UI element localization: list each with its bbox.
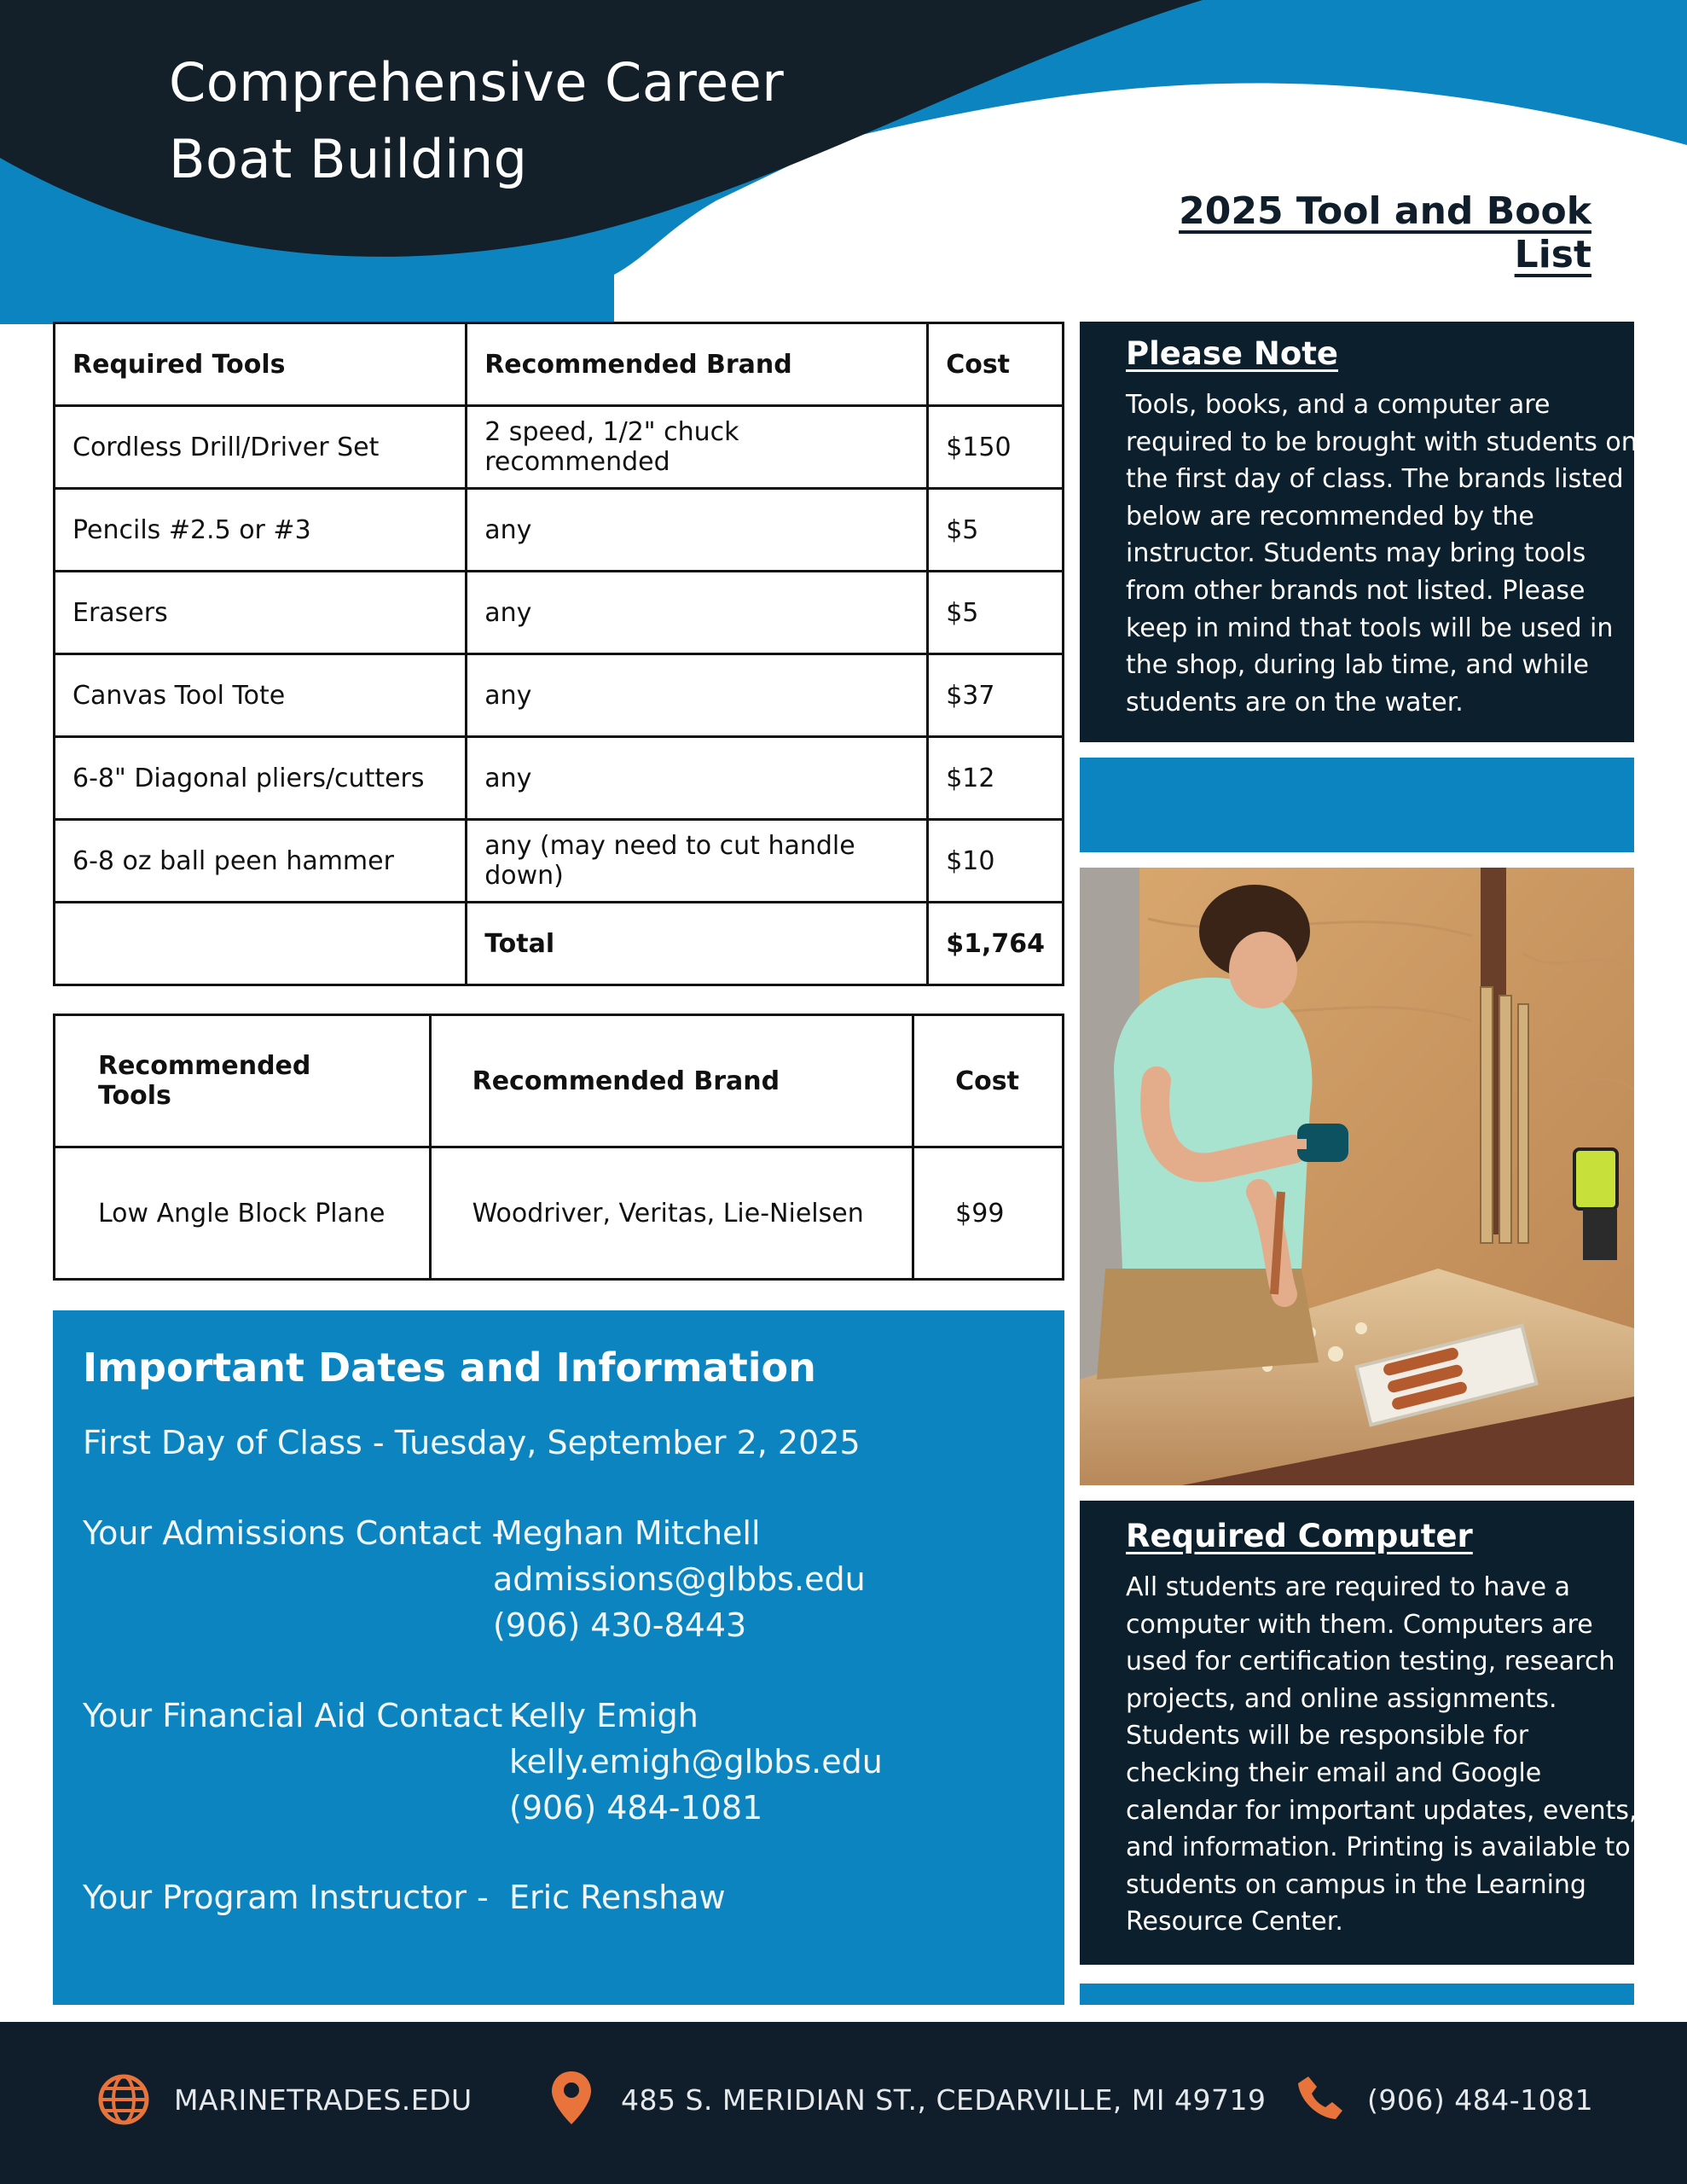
brand-cell: Woodriver, Veritas, Lie-Nielsen: [430, 1147, 913, 1280]
tool-cell: Low Angle Block Plane: [55, 1147, 431, 1280]
brand-cell: any: [467, 489, 928, 572]
admissions-contact-phone: (906) 430-8443: [493, 1606, 747, 1644]
please-note-panel: [1080, 322, 1638, 742]
column-header: Recommended Brand: [430, 1015, 913, 1147]
admissions-contact-name: Meghan Mitchell: [495, 1514, 761, 1552]
cost-cell: $99: [913, 1147, 1064, 1280]
column-header: Recommended Tools: [55, 1015, 431, 1147]
column-header: Cost: [913, 1015, 1064, 1147]
required-computer-panel: [1080, 1501, 1638, 1965]
cost-cell: $150: [928, 406, 1064, 489]
program-instructor-name: Eric Renshaw: [509, 1879, 726, 1916]
brand-cell: any: [467, 737, 928, 820]
cost-cell: $37: [928, 654, 1064, 737]
table-row: [55, 820, 1064, 903]
title-line-2: Boat Building: [169, 128, 528, 190]
cost-cell: $12: [928, 737, 1064, 820]
first-day-of-class: First Day of Class - Tuesday, September 2, 2025: [83, 1424, 861, 1461]
important-dates-panel: [53, 1310, 1064, 2005]
decorative-blue-bar-bottom: [1080, 1984, 1634, 2005]
required-computer-body: All students are required to have a computer with them. Computers are used for certification testing, research projects, and online assignments. Students will be responsible for checking their email and Google calendar for important updates, events, and information. Printing is available to students on campus in the Learning Resource Center.: [1126, 1572, 1638, 1937]
table-total-row: [55, 903, 1064, 985]
table-row: [55, 654, 1064, 737]
tool-cell: 6-8 oz ball peen hammer: [55, 820, 467, 903]
page-title: [169, 44, 784, 198]
brand-cell: any (may need to cut handle down): [467, 820, 928, 903]
footer: [0, 2022, 1687, 2184]
column-header: Cost: [928, 323, 1064, 406]
brand-cell: any: [467, 654, 928, 737]
tool-cell: 6-8" Diagonal pliers/cutters: [55, 737, 467, 820]
table-row: [55, 572, 1064, 654]
cost-cell: $5: [928, 489, 1064, 572]
financial-aid-contact-label: Your Financial Aid Contact -: [83, 1697, 525, 1734]
cost-cell: $10: [928, 820, 1064, 903]
column-header: Required Tools: [55, 323, 467, 406]
campus-address: 485 S. MERIDIAN ST., CEDARVILLE, MI 49719: [621, 2083, 1267, 2117]
brand-cell: any: [467, 572, 928, 654]
financial-aid-contact-name: Kelly Emigh: [509, 1697, 699, 1734]
table-row: [55, 406, 1064, 489]
tool-cell: Cordless Drill/Driver Set: [55, 406, 467, 489]
please-note-body: Tools, books, and a computer are required to be brought with students on the first day of class. The brands listed below are recommended by the instructor. Students may bring tools from other brands not listed. Please keep in mind that tools will be used in the shop, during lab time, and while students are on the water.: [1126, 390, 1638, 717]
total-label: Total: [467, 903, 928, 985]
brand-cell: 2 speed, 1/2" chuck recommended: [467, 406, 928, 489]
location-pin-icon: [550, 2070, 593, 2126]
important-dates-title: Important Dates and Information: [83, 1345, 816, 1391]
decorative-blue-bar: [1080, 758, 1634, 852]
program-instructor-label: Your Program Instructor -: [83, 1879, 489, 1916]
recommended-tools-table: [53, 1014, 1064, 1281]
column-header: Recommended Brand: [467, 323, 928, 406]
tool-cell: Canvas Tool Tote: [55, 654, 467, 737]
table-header-row: [55, 1015, 1064, 1147]
table-row: [55, 489, 1064, 572]
empty-cell: [55, 903, 467, 985]
cost-cell: $5: [928, 572, 1064, 654]
required-tools-table: [53, 322, 1064, 986]
document-subtitle: 2025 Tool and Book List: [1179, 189, 1591, 276]
title-line-1: Comprehensive Career: [169, 51, 785, 113]
student-woodworking-photo: [1080, 868, 1634, 1485]
globe-icon: [97, 2073, 150, 2126]
financial-aid-contact-email[interactable]: kelly.emigh@glbbs.edu: [509, 1743, 883, 1780]
required-computer-title: Required Computer: [1126, 1518, 1473, 1554]
total-value: $1,764: [928, 903, 1064, 985]
tool-cell: Erasers: [55, 572, 467, 654]
please-note-title: Please Note: [1126, 335, 1339, 372]
table-row: [55, 737, 1064, 820]
admissions-contact-label: Your Admissions Contact -: [83, 1514, 504, 1552]
footer-phone[interactable]: (906) 484-1081: [1367, 2083, 1594, 2117]
website-link[interactable]: MARINETRADES.EDU: [174, 2083, 472, 2117]
table-header-row: [55, 323, 1064, 406]
table-row: [55, 1147, 1064, 1280]
phone-icon: [1296, 2073, 1344, 2121]
tool-cell: Pencils #2.5 or #3: [55, 489, 467, 572]
financial-aid-contact-phone: (906) 484-1081: [509, 1789, 763, 1827]
admissions-contact-email[interactable]: admissions@glbbs.edu: [493, 1560, 866, 1598]
